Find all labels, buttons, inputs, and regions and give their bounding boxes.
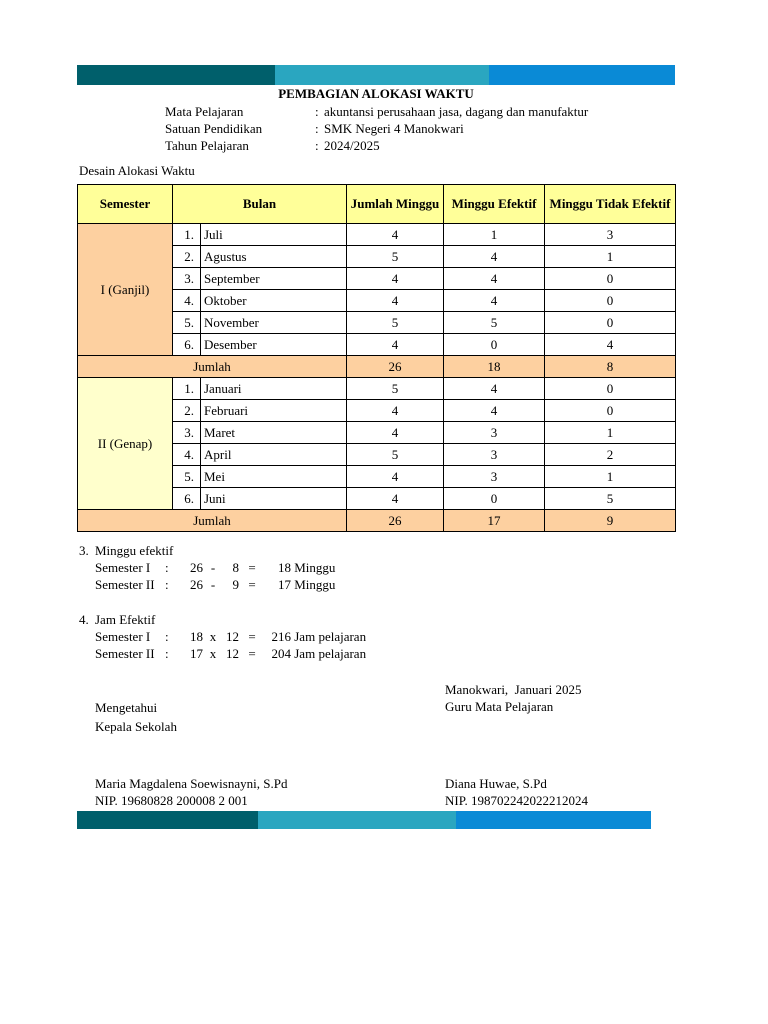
meta-separator: : <box>315 104 319 119</box>
calc-b: 9 <box>232 576 239 592</box>
row-number: 2. <box>173 400 201 422</box>
calc-unit: Minggu <box>294 576 336 592</box>
efektif-cell: 5 <box>444 312 545 334</box>
section-heading <box>79 542 335 559</box>
calc-b: 8 <box>232 559 239 575</box>
total-jumlah: 26 <box>347 356 444 378</box>
jumlah-cell: 5 <box>347 444 444 466</box>
left-signature-name-block <box>95 775 287 809</box>
minggu-efektif-section <box>79 542 335 593</box>
allocation-table <box>77 184 676 532</box>
calc-result: 17 <box>278 576 291 592</box>
calc-label: Semester I <box>95 628 151 644</box>
document-meta <box>165 104 588 155</box>
calc-eq: = <box>248 645 256 661</box>
top-decorative-bar <box>77 65 675 85</box>
tidak-cell: 0 <box>545 268 676 290</box>
total-tidak: 9 <box>545 510 676 532</box>
jumlah-cell: 4 <box>347 290 444 312</box>
header-minggu-efektif: Minggu Efektif <box>444 185 545 224</box>
calc-line <box>79 645 366 662</box>
efektif-cell: 1 <box>444 224 545 246</box>
calc-colon: : <box>165 559 169 575</box>
total-efektif: 18 <box>444 356 545 378</box>
table-row <box>78 378 676 400</box>
bar-segment-dark <box>77 65 275 85</box>
calc-op: - <box>210 576 216 592</box>
calc-result: 216 <box>271 628 291 644</box>
calc-op: x <box>209 645 217 661</box>
meta-row-subject <box>165 104 588 121</box>
meta-label: Satuan Pendidikan <box>165 121 263 136</box>
total-label: Jumlah <box>78 510 347 532</box>
total-label: Jumlah <box>78 356 347 378</box>
calc-unit: Jam pelajaran <box>294 645 367 661</box>
section-number: 3. <box>79 542 89 558</box>
calc-line <box>79 576 335 593</box>
row-number: 6. <box>173 334 201 356</box>
row-number: 5. <box>173 466 201 488</box>
row-number: 1. <box>173 224 201 246</box>
bar-segment-light <box>456 811 651 829</box>
jumlah-cell: 4 <box>347 488 444 510</box>
calc-label: Semester II <box>95 645 155 661</box>
meta-value: 2024/2025 <box>324 138 380 153</box>
month-cell: November <box>201 312 347 334</box>
jumlah-cell: 4 <box>347 224 444 246</box>
tidak-cell: 3 <box>545 224 676 246</box>
jumlah-cell: 5 <box>347 312 444 334</box>
jumlah-cell: 4 <box>347 400 444 422</box>
bottom-decorative-bar <box>77 811 651 829</box>
jumlah-cell: 5 <box>347 378 444 400</box>
meta-row-year <box>165 138 588 155</box>
section-title: Minggu efektif <box>95 542 174 558</box>
tidak-cell: 1 <box>545 422 676 444</box>
tidak-cell: 5 <box>545 488 676 510</box>
tidak-cell: 0 <box>545 290 676 312</box>
efektif-cell: 3 <box>444 422 545 444</box>
month-cell: Maret <box>201 422 347 444</box>
tidak-cell: 0 <box>545 378 676 400</box>
bar-segment-light <box>489 65 675 85</box>
sig-mengetahui: Mengetahui <box>95 699 158 715</box>
month-cell: Agustus <box>201 246 347 268</box>
calc-unit: Jam pelajaran <box>294 628 367 644</box>
bar-segment-mid <box>275 65 489 85</box>
sig-role: Guru Mata Pelajaran <box>445 698 554 714</box>
efektif-cell: 4 <box>444 246 545 268</box>
meta-label: Mata Pelajaran <box>165 104 244 119</box>
calc-b: 12 <box>226 628 239 644</box>
calc-unit: Minggu <box>294 559 336 575</box>
calc-colon: : <box>165 645 169 661</box>
left-signature-block <box>95 699 177 735</box>
sig-right-nip: NIP. 198702242022212024 <box>445 792 589 808</box>
total-efektif: 17 <box>444 510 545 532</box>
month-cell: Juni <box>201 488 347 510</box>
row-number: 2. <box>173 246 201 268</box>
jam-efektif-section <box>79 611 366 662</box>
calc-line <box>79 559 335 576</box>
month-cell: Januari <box>201 378 347 400</box>
section-title: Jam Efektif <box>95 611 156 627</box>
row-number: 4. <box>173 290 201 312</box>
right-signature-name-block <box>445 775 588 809</box>
calc-label: Semester I <box>95 559 151 575</box>
efektif-cell: 3 <box>444 444 545 466</box>
jumlah-cell: 4 <box>347 268 444 290</box>
row-number: 4. <box>173 444 201 466</box>
month-cell: Mei <box>201 466 347 488</box>
meta-value: akuntansi perusahaan jasa, dagang dan manufaktur <box>324 104 589 119</box>
month-cell: Juli <box>201 224 347 246</box>
semester-cell: II (Genap) <box>78 378 173 510</box>
calc-a: 26 <box>190 576 203 592</box>
bar-segment-mid <box>258 811 456 829</box>
header-minggu-tidak-efektif: Minggu Tidak Efektif <box>545 185 676 224</box>
calc-result: 18 <box>278 559 291 575</box>
total-tidak: 8 <box>545 356 676 378</box>
jumlah-cell: 4 <box>347 422 444 444</box>
calc-eq: = <box>248 559 256 575</box>
calc-eq: = <box>248 628 256 644</box>
calc-b: 12 <box>226 645 239 661</box>
tidak-cell: 1 <box>545 246 676 268</box>
meta-label: Tahun Pelajaran <box>165 138 249 153</box>
sig-left-name: Maria Magdalena Soewisnayni, S.Pd <box>95 775 288 791</box>
section-number: 4. <box>79 611 89 627</box>
sig-left-nip: NIP. 19680828 200008 2 001 <box>95 792 248 808</box>
table-header-row <box>78 185 676 224</box>
month-cell: Februari <box>201 400 347 422</box>
sig-right-name: Diana Huwae, S.Pd <box>445 775 547 791</box>
meta-separator: : <box>315 138 319 153</box>
calc-colon: : <box>165 576 169 592</box>
total-jumlah: 26 <box>347 510 444 532</box>
calc-result: 204 <box>271 645 291 661</box>
month-cell: Desember <box>201 334 347 356</box>
sig-place-date: Manokwari, Januari 2025 <box>445 681 582 697</box>
row-number: 3. <box>173 268 201 290</box>
tidak-cell: 1 <box>545 466 676 488</box>
row-number: 3. <box>173 422 201 444</box>
meta-row-school <box>165 121 588 138</box>
row-number: 6. <box>173 488 201 510</box>
efektif-cell: 4 <box>444 378 545 400</box>
header-bulan: Bulan <box>173 185 347 224</box>
efektif-cell: 4 <box>444 268 545 290</box>
calc-line <box>79 628 366 645</box>
section-label: Desain Alokasi Waktu <box>79 163 195 178</box>
header-jumlah-minggu: Jumlah Minggu <box>347 185 444 224</box>
calc-a: 18 <box>190 628 203 644</box>
month-cell: Oktober <box>201 290 347 312</box>
calc-a: 26 <box>190 559 203 575</box>
tidak-cell: 2 <box>545 444 676 466</box>
semester2-total-row <box>78 510 676 532</box>
tidak-cell: 0 <box>545 312 676 334</box>
calc-eq: = <box>248 576 256 592</box>
efektif-cell: 3 <box>444 466 545 488</box>
row-number: 1. <box>173 378 201 400</box>
meta-value: SMK Negeri 4 Manokwari <box>324 121 464 136</box>
semester1-total-row <box>78 356 676 378</box>
tidak-cell: 4 <box>545 334 676 356</box>
efektif-cell: 0 <box>444 488 545 510</box>
sig-kepala-sekolah: Kepala Sekolah <box>95 718 177 734</box>
calc-a: 17 <box>190 645 203 661</box>
tidak-cell: 0 <box>545 400 676 422</box>
month-cell: April <box>201 444 347 466</box>
row-number: 5. <box>173 312 201 334</box>
calc-op: - <box>210 559 216 575</box>
jumlah-cell: 4 <box>347 466 444 488</box>
calc-op: x <box>209 628 217 644</box>
jumlah-cell: 4 <box>347 334 444 356</box>
document-title: PEMBAGIAN ALOKASI WAKTU <box>278 86 474 101</box>
efektif-cell: 0 <box>444 334 545 356</box>
right-signature-block <box>445 681 581 715</box>
meta-separator: : <box>315 121 319 136</box>
bar-segment-dark <box>77 811 258 829</box>
section-heading <box>79 611 366 628</box>
efektif-cell: 4 <box>444 400 545 422</box>
calc-label: Semester II <box>95 576 155 592</box>
efektif-cell: 4 <box>444 290 545 312</box>
month-cell: September <box>201 268 347 290</box>
jumlah-cell: 5 <box>347 246 444 268</box>
semester-cell: I (Ganjil) <box>78 224 173 356</box>
calc-colon: : <box>165 628 169 644</box>
table-row <box>78 224 676 246</box>
header-semester: Semester <box>78 185 173 224</box>
